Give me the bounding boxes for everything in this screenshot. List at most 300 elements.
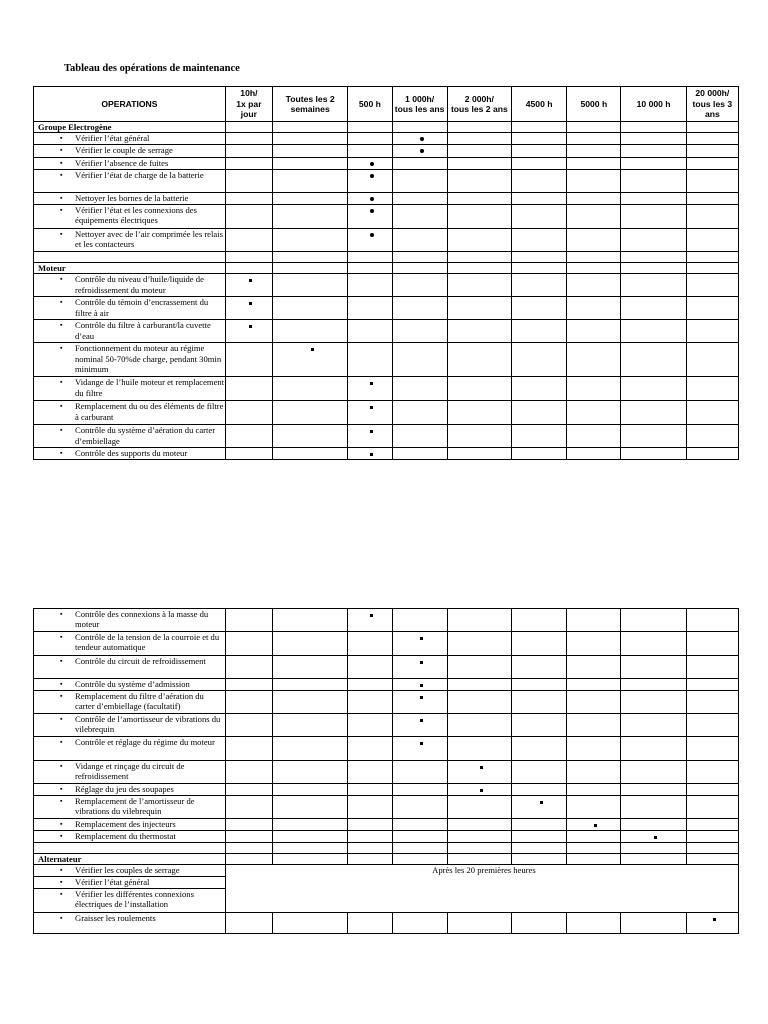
bullet-icon: ▪ [60,275,63,284]
interval-cell [225,796,272,819]
interval-cell [621,913,686,934]
interval-cell [567,320,621,343]
interval-cell [567,122,621,133]
interval-cell [512,122,567,133]
table-row [34,158,739,170]
interval-header [686,87,738,122]
interval-cell [273,761,348,784]
interval-cell [512,761,567,784]
bullet-icon: ▪ [60,206,63,215]
interval-cell [512,737,567,761]
interval-cell [348,913,392,934]
empty-cell [225,843,272,854]
square-mark-icon [420,696,423,699]
interval-cell [392,193,447,205]
empty-cell [686,843,738,854]
interval-cell [392,122,447,133]
interval-cell [621,854,686,865]
operation-cell [34,737,226,761]
empty-cell [447,843,511,854]
interval-cell [392,263,447,274]
interval-header [567,87,621,122]
maintenance-table-part-1 [33,86,739,460]
operation-label: Contrôle du filtre à carburant/la cuvette d’eau [75,320,211,341]
operation-label: Vérifier l’absence de fuites [75,158,169,169]
operation-cell [34,913,226,934]
interval-cell [447,913,511,934]
bullet-icon: ▪ [60,230,63,239]
table-row [34,170,739,193]
operation-label: Vérifier l’état général [75,877,150,888]
interval-cell [512,170,567,193]
square-mark-icon [420,742,423,745]
interval-cell [392,320,447,343]
interval-cell [225,784,272,796]
interval-cell [392,145,447,158]
table-row [34,784,739,796]
interval-cell [447,819,511,831]
interval-cell [621,784,686,796]
empty-cell [567,252,621,263]
interval-cell [512,854,567,865]
operation-label: Contrôle et réglage du régime du moteur [75,737,215,747]
interval-cell [512,158,567,170]
operation-item [38,145,225,155]
operation-cell [34,819,226,831]
interval-cell [348,145,392,158]
operation-label: Remplacement des injecteurs [75,819,176,829]
interval-cell [512,819,567,831]
maintenance-table-part-2 [33,608,739,934]
header-text: 500 h [358,98,381,109]
interval-cell [348,229,392,252]
bullet-icon: ▪ [60,171,63,180]
bullet-dot-icon [420,149,424,153]
table-row [34,205,739,229]
interval-cell [621,401,686,425]
interval-cell [686,831,738,843]
interval-cell [225,343,272,377]
interval-cell [621,714,686,737]
operation-item [38,401,225,421]
interval-cell [348,158,392,170]
interval-cell [225,297,272,320]
interval-cell [512,632,567,656]
operation-label: Remplacement de l’amortisseur de vibrations du vilebrequin [75,796,195,817]
empty-cell [512,252,567,263]
interval-cell [392,158,447,170]
header-text: 5000 h [580,98,608,109]
bullet-icon: ▪ [60,762,63,770]
interval-cell [225,737,272,761]
operation-label: Nettoyer avec de l’air comprimée les relais et les contacteurs [75,229,223,250]
interval-cell [348,133,392,145]
operation-label: Contrôle du niveau d’huile/liquide de refroidissement du moteur [75,274,204,295]
header-text: Toutes les 2 semaines [285,93,335,114]
interval-cell [447,401,511,425]
square-mark-icon [370,406,373,409]
interval-cell [512,609,567,632]
empty-cell [621,843,686,854]
interval-cell [392,679,447,691]
operation-label: Contrôle de l’amortisseur de vibrations du vilebrequin [75,714,221,735]
header-text: tous les 2 ans [450,104,508,114]
interval-cell [567,819,621,831]
table-row [34,425,739,448]
interval-cell [225,691,272,714]
interval-cell [273,158,348,170]
interval-cell [512,133,567,145]
bullet-icon: ▪ [60,134,63,143]
interval-cell [348,401,392,425]
interval-cell [621,609,686,632]
interval-cell [348,796,392,819]
empty-cell [621,252,686,263]
operation-item [38,632,225,652]
interval-cell [348,320,392,343]
interval-cell [273,401,348,425]
operation-item [38,656,225,666]
interval-cell [686,193,738,205]
interval-cell [447,274,511,297]
interval-cell [273,913,348,934]
operation-cell [34,170,226,193]
interval-cell [392,913,447,934]
interval-cell [273,193,348,205]
table-row [34,133,739,145]
interval-cell [512,796,567,819]
bullet-icon: ▪ [60,797,63,805]
operation-item [38,831,225,841]
interval-cell [273,133,348,145]
operation-item [38,609,225,629]
interval-cell [225,377,272,401]
interval-cell [447,425,511,448]
interval-cell [512,193,567,205]
operation-item [38,274,225,294]
interval-cell [512,714,567,737]
interval-header [392,87,447,122]
interval-cell [447,691,511,714]
group-row [34,854,739,865]
interval-cell [621,831,686,843]
empty-cell [273,843,348,854]
interval-cell [621,145,686,158]
table-row [34,193,739,205]
interval-header [225,87,272,122]
interval-cell [225,229,272,252]
interval-cell [621,796,686,819]
interval-cell [567,609,621,632]
interval-cell [447,679,511,691]
operation-label: Remplacement du filtre d’aération du carter d’embiellage (facultatif) [75,691,204,712]
interval-cell [567,205,621,229]
interval-cell [447,761,511,784]
operation-item [38,158,225,168]
interval-cell [567,632,621,656]
interval-cell [686,320,738,343]
interval-cell [512,274,567,297]
bullet-icon: ▪ [60,878,63,887]
square-mark-icon [249,325,252,328]
interval-cell [392,448,447,460]
interval-cell [348,656,392,679]
operation-item [38,448,225,458]
operation-cell [34,691,226,714]
bullet-dot-icon [370,233,374,237]
interval-cell [447,714,511,737]
square-mark-icon [594,824,597,827]
interval-cell [567,656,621,679]
bullet-icon: ▪ [60,321,63,330]
interval-cell [512,691,567,714]
interval-cell [512,320,567,343]
interval-cell [273,448,348,460]
interval-cell [686,158,738,170]
empty-cell [348,843,392,854]
table-row [34,865,739,877]
interval-cell [567,448,621,460]
operation-item [38,784,225,794]
table-row [34,796,739,819]
interval-cell [447,784,511,796]
interval-cell [686,784,738,796]
operation-cell [34,145,226,158]
table-row [34,737,739,761]
interval-cell [273,425,348,448]
bullet-dot-icon [370,162,374,166]
interval-cell [392,632,447,656]
interval-header [512,87,567,122]
table-row [34,274,739,297]
bullet-icon: ▪ [60,426,63,435]
interval-cell [621,320,686,343]
header-text: 10h/ [240,88,258,99]
empty-cell [392,843,447,854]
interval-cell [567,737,621,761]
interval-cell [392,297,447,320]
bullet-icon: ▪ [60,449,63,458]
square-mark-icon [480,766,483,769]
interval-cell [621,193,686,205]
empty-cell [34,843,226,854]
interval-cell [567,831,621,843]
interval-cell [621,158,686,170]
operation-item [38,819,225,829]
interval-cell [273,170,348,193]
empty-cell [273,252,348,263]
empty-cell [34,252,226,263]
empty-row [34,252,739,263]
operation-cell [34,193,226,205]
interval-cell [447,377,511,401]
interval-cell [512,679,567,691]
interval-cell [447,609,511,632]
interval-cell [225,193,272,205]
interval-cell [621,679,686,691]
empty-row [34,843,739,854]
square-mark-icon [420,661,423,664]
interval-cell [273,831,348,843]
interval-cell [348,274,392,297]
interval-header [621,87,686,122]
interval-cell [512,425,567,448]
interval-cell [392,377,447,401]
operation-cell [34,714,226,737]
interval-cell [273,205,348,229]
operation-cell [34,632,226,656]
interval-cell [392,691,447,714]
interval-cell [567,854,621,865]
bullet-icon: ▪ [60,657,63,665]
interval-cell [686,274,738,297]
operation-cell [34,679,226,691]
interval-cell [392,761,447,784]
interval-cell [348,170,392,193]
operation-item [38,796,225,816]
operation-label: Vérifier l’état de charge de la batterie [75,170,204,181]
empty-cell [348,252,392,263]
interval-cell [686,401,738,425]
square-mark-icon [480,789,483,792]
interval-cell [686,761,738,784]
operation-item [38,425,225,445]
interval-cell [621,632,686,656]
interval-cell [621,205,686,229]
operation-cell [34,425,226,448]
bullet-icon: ▪ [60,680,63,688]
table-row [34,761,739,784]
interval-cell [348,761,392,784]
operation-cell [34,133,226,145]
interval-cell [225,263,272,274]
interval-cell [225,609,272,632]
interval-cell [348,679,392,691]
header-text: tous les ans [394,104,445,114]
interval-cell [348,193,392,205]
interval-cell [348,425,392,448]
interval-cell [686,425,738,448]
operation-item [38,877,225,887]
operation-cell [34,609,226,632]
operation-cell [34,889,226,913]
interval-cell [392,656,447,679]
interval-cell [273,122,348,133]
interval-cell [621,122,686,133]
square-mark-icon [370,453,373,456]
operation-label: Contrôle des connexions à la masse du moteur [75,609,209,630]
square-mark-icon [370,382,373,385]
interval-cell [567,691,621,714]
interval-cell [392,819,447,831]
interval-cell [273,691,348,714]
interval-cell [686,632,738,656]
interval-cell [225,158,272,170]
table-row [34,679,739,691]
interval-cell [273,656,348,679]
interval-cell [567,784,621,796]
operations-header [34,87,226,122]
operation-item [38,297,225,317]
operation-cell [34,448,226,460]
empty-cell [392,252,447,263]
operation-item [38,913,225,923]
interval-cell [567,343,621,377]
interval-cell [348,784,392,796]
header-text: 4500 h [525,98,553,109]
empty-cell [512,843,567,854]
interval-cell [348,609,392,632]
interval-cell [512,448,567,460]
operation-label: Vérifier l’état général [75,133,150,144]
interval-cell [348,831,392,843]
operation-item [38,865,225,875]
interval-cell [273,343,348,377]
interval-cell [225,632,272,656]
bullet-icon: ▪ [60,692,63,700]
operation-label: Graisser les roulements [75,913,156,924]
interval-cell [348,632,392,656]
interval-cell [447,656,511,679]
header-text: 10 000 h [636,98,671,109]
interval-cell [348,205,392,229]
interval-cell [225,448,272,460]
interval-cell [686,133,738,145]
interval-cell [392,784,447,796]
operation-label: Vérifier le couple de serrage [75,145,173,156]
interval-cell [512,656,567,679]
operation-label: Vidange et rinçage du circuit de refroidissement [75,761,185,782]
interval-cell [447,133,511,145]
interval-cell [348,297,392,320]
interval-cell [392,274,447,297]
header-text: 2 000h/ [464,93,494,104]
bullet-icon: ▪ [60,378,63,387]
interval-cell [392,609,447,632]
interval-cell [225,122,272,133]
interval-cell [447,796,511,819]
bullet-icon: ▪ [60,832,63,840]
interval-cell [686,737,738,761]
square-mark-icon [370,614,373,617]
interval-cell [447,448,511,460]
interval-cell [348,343,392,377]
table-row [34,377,739,401]
interval-cell [567,133,621,145]
operation-item [38,737,225,747]
interval-cell [567,193,621,205]
interval-cell [348,377,392,401]
operation-item [38,691,225,711]
interval-cell [392,796,447,819]
bullet-dot-icon [370,174,374,178]
bullet-icon: ▪ [60,146,63,155]
operation-cell [34,784,226,796]
interval-cell [447,632,511,656]
interval-cell [686,448,738,460]
interval-cell [447,297,511,320]
operation-item [38,714,225,734]
square-mark-icon [654,836,657,839]
operation-label: Nettoyer les bornes de la batterie [75,193,189,204]
interval-cell [273,145,348,158]
square-mark-icon [420,719,423,722]
operation-item [38,377,225,397]
operation-label: Contrôle du circuit de refroidissement [75,656,206,666]
square-mark-icon [249,302,252,305]
operation-item [38,679,225,689]
interval-cell [392,229,447,252]
